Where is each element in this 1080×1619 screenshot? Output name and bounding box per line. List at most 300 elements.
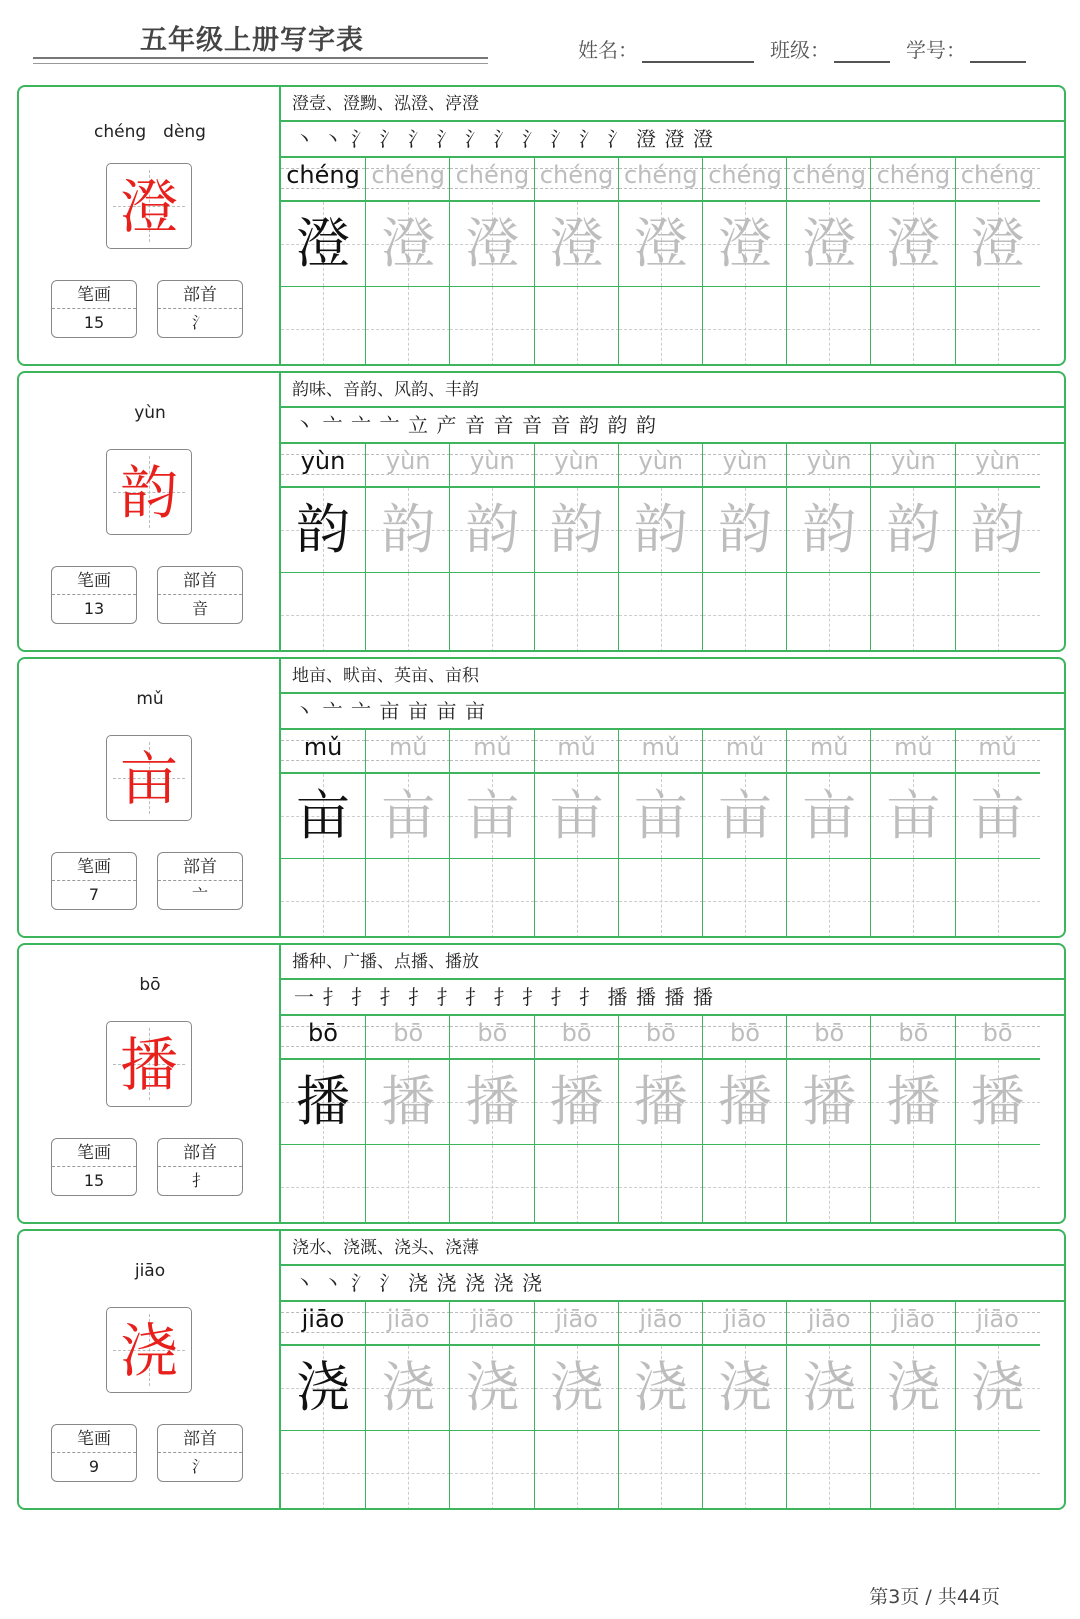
stroke-step: 澄 xyxy=(693,127,713,151)
pinyin-practice-cell[interactable] xyxy=(450,1302,534,1346)
practice-column xyxy=(365,1016,450,1222)
char-practice-cell[interactable] xyxy=(787,1060,871,1145)
blank-practice-cell[interactable] xyxy=(535,1431,619,1510)
char-practice-cell[interactable] xyxy=(619,774,703,859)
student-id-blank[interactable] xyxy=(970,37,1026,63)
blank-practice-cell[interactable] xyxy=(787,1431,871,1510)
char-practice-cell[interactable] xyxy=(535,774,619,859)
radical-value: 音 xyxy=(191,599,208,618)
practice-char: 韵 xyxy=(718,498,772,561)
char-practice-cell[interactable] xyxy=(871,1060,955,1145)
stroke-step: 丶 xyxy=(294,699,314,723)
pinyin-practice-cell[interactable] xyxy=(535,444,619,488)
practice-column xyxy=(618,730,703,936)
stroke-step: 亠 xyxy=(322,699,343,723)
stroke-step: 扌 xyxy=(379,985,400,1009)
radical-value: 氵 xyxy=(191,1457,208,1476)
pinyin-practice-cell[interactable] xyxy=(703,1302,787,1346)
practice-char: 浇 xyxy=(381,1356,436,1419)
blank-practice-cell[interactable] xyxy=(871,1431,955,1510)
stroke-step: 氵 xyxy=(351,1271,371,1295)
practice-column xyxy=(534,1016,619,1222)
blank-practice-cell[interactable] xyxy=(956,1431,1040,1510)
char-practice-cell[interactable] xyxy=(535,202,619,287)
blank-practice-cell[interactable] xyxy=(787,859,871,938)
practice-char: 亩 xyxy=(465,784,520,847)
pinyin-practice-cell[interactable] xyxy=(787,1016,871,1060)
practice-pinyin: yùn xyxy=(470,447,515,475)
practice-char: 播 xyxy=(296,1070,350,1133)
char-practice-cell[interactable] xyxy=(956,202,1040,287)
char-practice-cell[interactable] xyxy=(281,1346,365,1431)
character-card xyxy=(17,371,1066,652)
pinyin-practice-cell[interactable] xyxy=(366,444,450,488)
practice-column xyxy=(534,158,619,364)
blank-practice-cell[interactable] xyxy=(619,573,703,652)
practice-char: 韵 xyxy=(802,498,857,561)
stroke-count-box xyxy=(51,852,137,910)
pinyin-practice-cell[interactable] xyxy=(871,158,955,202)
char-practice-cell[interactable] xyxy=(703,202,787,287)
blank-practice-cell[interactable] xyxy=(535,573,619,652)
blank-practice-cell[interactable] xyxy=(366,859,450,938)
stroke-step: 亠 xyxy=(379,413,400,437)
stroke-step: 扌 xyxy=(351,985,371,1009)
blank-practice-cell[interactable] xyxy=(450,1145,534,1224)
stroke-step: 立 xyxy=(408,413,428,437)
stroke-step: 亩 xyxy=(436,699,457,723)
stroke-step: 音 xyxy=(550,413,571,437)
pinyin-practice-cell[interactable] xyxy=(703,158,787,202)
char-pinyin: mǔ xyxy=(136,689,164,709)
char-practice-cell[interactable] xyxy=(871,1346,955,1431)
name-blank[interactable] xyxy=(642,37,754,63)
char-practice-cell[interactable] xyxy=(535,1346,619,1431)
practice-column xyxy=(870,444,955,650)
practice-char: 韵 xyxy=(465,498,520,561)
char-practice-cell[interactable] xyxy=(787,202,871,287)
char-practice-cell[interactable] xyxy=(619,1346,703,1431)
practice-pinyin: mǔ xyxy=(557,733,596,761)
stroke-step: 氵 xyxy=(522,127,542,151)
char-display: 浇 xyxy=(119,1317,178,1385)
stroke-step: 氵 xyxy=(607,127,628,151)
pinyin-practice-cell[interactable] xyxy=(703,444,787,488)
practice-column xyxy=(365,158,450,364)
pinyin-practice-cell[interactable] xyxy=(956,444,1040,488)
pinyin-practice-cell[interactable] xyxy=(281,1016,365,1060)
example-words: 澄壹、澄黝、泓澄、渟澄 xyxy=(281,87,1064,122)
name-field[interactable] xyxy=(578,34,754,63)
char-practice-cell[interactable] xyxy=(450,774,534,859)
stroke-order-row xyxy=(281,122,1064,158)
pinyin-practice-cell[interactable] xyxy=(787,444,871,488)
practice-char: 浇 xyxy=(970,1356,1025,1419)
char-practice-cell[interactable] xyxy=(366,202,450,287)
blank-practice-cell[interactable] xyxy=(956,1145,1040,1224)
card-info-panel xyxy=(19,373,281,650)
practice-panel xyxy=(281,87,1064,364)
name-label: 姓名： xyxy=(578,38,638,62)
practice-pinyin: bō xyxy=(730,1019,760,1047)
pinyin-practice-cell[interactable] xyxy=(871,444,955,488)
stroke-step: 浇 xyxy=(465,1271,485,1295)
blank-practice-cell[interactable] xyxy=(281,859,365,938)
blank-practice-cell[interactable] xyxy=(619,287,703,366)
practice-pinyin: chéng xyxy=(708,161,782,189)
char-practice-cell[interactable] xyxy=(787,488,871,573)
blank-practice-cell[interactable] xyxy=(871,573,955,652)
practice-column xyxy=(281,158,365,364)
char-practice-cell[interactable] xyxy=(703,1346,787,1431)
blank-practice-cell[interactable] xyxy=(450,287,534,366)
character-card xyxy=(17,85,1066,366)
practice-column xyxy=(534,1302,619,1508)
pinyin-practice-cell[interactable] xyxy=(787,1302,871,1346)
blank-practice-cell[interactable] xyxy=(703,287,787,366)
pinyin-practice-cell[interactable] xyxy=(619,1302,703,1346)
blank-practice-cell[interactable] xyxy=(281,287,365,366)
char-practice-cell[interactable] xyxy=(450,488,534,573)
practice-char: 播 xyxy=(970,1070,1025,1133)
char-pinyin: chéng dèng xyxy=(94,122,206,142)
class-field[interactable] xyxy=(770,34,890,63)
example-words: 播种、广播、点播、播放 xyxy=(281,945,1064,980)
blank-practice-cell[interactable] xyxy=(535,859,619,938)
practice-pinyin: yùn xyxy=(554,447,599,475)
radical-box xyxy=(157,1424,243,1482)
stroke-count-value: 7 xyxy=(88,885,100,904)
stroke-step: 氵 xyxy=(379,127,400,151)
char-practice-cell[interactable] xyxy=(871,488,955,573)
pinyin-practice-cell[interactable] xyxy=(703,730,787,774)
practice-column xyxy=(786,1302,871,1508)
stroke-step: 氵 xyxy=(408,127,428,151)
practice-pinyin: jiāo xyxy=(892,1305,935,1333)
char-display-box xyxy=(106,1307,192,1393)
blank-practice-cell[interactable] xyxy=(787,1145,871,1224)
practice-char: 澄 xyxy=(633,212,688,275)
practice-column xyxy=(870,730,955,936)
practice-column xyxy=(449,158,534,364)
stroke-step: 扌 xyxy=(579,985,599,1009)
practice-column xyxy=(281,1302,365,1508)
practice-char: 亩 xyxy=(296,784,350,847)
stroke-count-value: 15 xyxy=(83,1171,105,1190)
pinyin-practice-cell[interactable] xyxy=(619,730,703,774)
stroke-step: 扌 xyxy=(436,985,457,1009)
practice-char: 韵 xyxy=(381,498,436,561)
practice-column xyxy=(870,158,955,364)
char-practice-cell[interactable] xyxy=(703,1060,787,1145)
practice-char: 浇 xyxy=(549,1356,604,1419)
practice-grid xyxy=(281,1302,1064,1508)
char-practice-cell[interactable] xyxy=(366,488,450,573)
char-practice-cell[interactable] xyxy=(787,774,871,859)
char-practice-cell[interactable] xyxy=(281,774,365,859)
practice-column xyxy=(702,1302,787,1508)
practice-column xyxy=(449,1302,534,1508)
practice-column xyxy=(955,730,1040,936)
practice-column xyxy=(786,444,871,650)
title-underline xyxy=(33,57,488,59)
practice-grid xyxy=(281,1016,1064,1222)
char-practice-cell[interactable] xyxy=(450,1060,534,1145)
pinyin-practice-cell[interactable] xyxy=(535,1016,619,1060)
char-practice-cell[interactable] xyxy=(281,488,365,573)
char-practice-cell[interactable] xyxy=(366,774,450,859)
practice-pinyin: chéng xyxy=(960,161,1035,189)
practice-column xyxy=(786,158,871,364)
practice-pinyin: chéng xyxy=(623,161,698,189)
pinyin-practice-cell[interactable] xyxy=(366,158,450,202)
stroke-step: 产 xyxy=(436,413,457,437)
blank-practice-cell[interactable] xyxy=(535,287,619,366)
blank-practice-cell[interactable] xyxy=(956,287,1040,366)
card-info-panel xyxy=(19,659,281,936)
practice-char: 澄 xyxy=(296,212,350,275)
char-practice-cell[interactable] xyxy=(619,488,703,573)
stroke-step: 澄 xyxy=(636,127,656,151)
radical-value: 扌 xyxy=(191,1171,208,1190)
blank-practice-cell[interactable] xyxy=(281,1431,365,1510)
practice-char: 韵 xyxy=(633,498,688,561)
practice-char: 浇 xyxy=(886,1356,941,1419)
practice-char: 澄 xyxy=(886,212,941,275)
blank-practice-cell[interactable] xyxy=(366,573,450,652)
char-practice-cell[interactable] xyxy=(535,1060,619,1145)
pinyin-practice-cell[interactable] xyxy=(619,158,703,202)
stroke-step: 播 xyxy=(636,985,656,1009)
char-practice-cell[interactable] xyxy=(956,488,1040,573)
practice-char: 浇 xyxy=(802,1356,857,1419)
char-practice-cell[interactable] xyxy=(787,1346,871,1431)
stroke-step: 亩 xyxy=(379,699,400,723)
practice-char: 澄 xyxy=(802,212,857,275)
practice-char: 澄 xyxy=(718,212,772,275)
stroke-step: 亠 xyxy=(351,413,371,437)
pinyin-practice-cell[interactable] xyxy=(366,1016,450,1060)
char-practice-cell[interactable] xyxy=(871,774,955,859)
char-practice-cell[interactable] xyxy=(871,202,955,287)
stroke-count-label: 笔画 xyxy=(52,853,136,881)
char-practice-cell[interactable] xyxy=(366,1346,450,1431)
pinyin-practice-cell[interactable] xyxy=(619,1016,703,1060)
card-info-panel xyxy=(19,945,281,1222)
blank-practice-cell[interactable] xyxy=(703,1431,787,1510)
pinyin-practice-cell[interactable] xyxy=(956,1016,1040,1060)
practice-column xyxy=(618,1016,703,1222)
char-practice-cell[interactable] xyxy=(450,1346,534,1431)
practice-pinyin: jiāo xyxy=(471,1305,514,1333)
pinyin-practice-cell[interactable] xyxy=(956,158,1040,202)
practice-char: 韵 xyxy=(296,498,350,561)
practice-char: 亩 xyxy=(381,784,436,847)
stroke-step: 韵 xyxy=(607,413,628,437)
stroke-step: 丶 xyxy=(294,1271,314,1295)
blank-practice-cell[interactable] xyxy=(366,1145,450,1224)
stroke-step: 一 xyxy=(294,985,314,1009)
practice-pinyin: mǔ xyxy=(978,733,1017,761)
practice-char: 浇 xyxy=(465,1356,520,1419)
stroke-count-box xyxy=(51,280,137,338)
pinyin-practice-cell[interactable] xyxy=(450,444,534,488)
pinyin-practice-cell[interactable] xyxy=(535,730,619,774)
pinyin-practice-cell[interactable] xyxy=(787,730,871,774)
practice-char: 韵 xyxy=(970,498,1025,561)
blank-practice-cell[interactable] xyxy=(366,287,450,366)
blank-practice-cell[interactable] xyxy=(787,287,871,366)
practice-pinyin: mǔ xyxy=(388,733,428,761)
pinyin-practice-cell[interactable] xyxy=(956,1302,1040,1346)
blank-practice-cell[interactable] xyxy=(956,573,1040,652)
stroke-step: 播 xyxy=(693,985,713,1009)
pinyin-practice-cell[interactable] xyxy=(366,730,450,774)
blank-practice-cell[interactable] xyxy=(281,1145,365,1224)
practice-char: 澄 xyxy=(381,212,436,275)
pinyin-practice-cell[interactable] xyxy=(366,1302,450,1346)
blank-practice-cell[interactable] xyxy=(787,573,871,652)
practice-column xyxy=(618,444,703,650)
practice-pinyin: mǔ xyxy=(303,733,343,761)
pinyin-practice-cell[interactable] xyxy=(281,158,365,202)
radical-box xyxy=(157,280,243,338)
pinyin-practice-cell[interactable] xyxy=(450,730,534,774)
practice-column xyxy=(618,158,703,364)
char-display-box xyxy=(106,449,192,535)
stroke-count-value: 15 xyxy=(83,313,105,332)
char-practice-cell[interactable] xyxy=(619,1060,703,1145)
practice-char: 播 xyxy=(465,1070,520,1133)
student-id-field[interactable] xyxy=(906,34,1026,63)
practice-grid xyxy=(281,730,1064,936)
char-practice-cell[interactable] xyxy=(956,774,1040,859)
stroke-step: 丶 xyxy=(322,1271,343,1295)
practice-pinyin: chéng xyxy=(539,161,614,189)
char-practice-cell[interactable] xyxy=(535,488,619,573)
practice-pinyin: jiāo xyxy=(723,1305,767,1333)
class-label: 班级： xyxy=(770,38,830,62)
stroke-count-label: 笔画 xyxy=(52,567,136,595)
blank-practice-cell[interactable] xyxy=(703,573,787,652)
blank-practice-cell[interactable] xyxy=(535,1145,619,1224)
blank-practice-cell[interactable] xyxy=(450,1431,534,1510)
char-practice-cell[interactable] xyxy=(619,202,703,287)
practice-char: 浇 xyxy=(633,1356,688,1419)
pinyin-practice-cell[interactable] xyxy=(871,730,955,774)
practice-column xyxy=(534,730,619,936)
blank-practice-cell[interactable] xyxy=(450,573,534,652)
practice-column xyxy=(702,730,787,936)
stroke-step: 氵 xyxy=(436,127,457,151)
practice-char: 澄 xyxy=(549,212,604,275)
pinyin-practice-cell[interactable] xyxy=(281,730,365,774)
pinyin-practice-cell[interactable] xyxy=(450,1016,534,1060)
char-practice-cell[interactable] xyxy=(366,1060,450,1145)
char-practice-cell[interactable] xyxy=(450,202,534,287)
practice-pinyin: yùn xyxy=(891,447,936,475)
practice-grid xyxy=(281,444,1064,650)
practice-pinyin: yùn xyxy=(385,447,431,475)
student-id-label: 学号： xyxy=(906,38,966,62)
blank-practice-cell[interactable] xyxy=(619,1431,703,1510)
blank-practice-cell[interactable] xyxy=(619,1145,703,1224)
practice-pinyin: jiāo xyxy=(301,1305,345,1333)
pinyin-practice-cell[interactable] xyxy=(956,730,1040,774)
stroke-step: 浇 xyxy=(493,1271,514,1295)
radical-label: 部首 xyxy=(158,281,242,309)
pinyin-practice-cell[interactable] xyxy=(281,444,365,488)
blank-practice-cell[interactable] xyxy=(871,1145,955,1224)
stroke-order-row xyxy=(281,694,1064,730)
pinyin-practice-cell[interactable] xyxy=(619,444,703,488)
practice-pinyin: yùn xyxy=(300,447,346,475)
pinyin-practice-cell[interactable] xyxy=(787,158,871,202)
character-card xyxy=(17,1229,1066,1510)
stroke-step: 氵 xyxy=(379,1271,400,1295)
blank-practice-cell[interactable] xyxy=(281,573,365,652)
practice-char: 亩 xyxy=(970,784,1025,847)
char-practice-cell[interactable] xyxy=(703,488,787,573)
practice-pinyin: chéng xyxy=(792,161,866,189)
blank-practice-cell[interactable] xyxy=(703,1145,787,1224)
stroke-step: 亩 xyxy=(465,699,485,723)
practice-panel xyxy=(281,659,1064,936)
pinyin-practice-cell[interactable] xyxy=(450,158,534,202)
stroke-step: 扌 xyxy=(465,985,485,1009)
radical-box xyxy=(157,1138,243,1196)
class-blank[interactable] xyxy=(834,37,890,63)
stroke-step: 浇 xyxy=(408,1271,428,1295)
blank-practice-cell[interactable] xyxy=(871,859,955,938)
char-display: 亩 xyxy=(119,745,178,813)
practice-pinyin: jiāo xyxy=(555,1305,598,1333)
blank-practice-cell[interactable] xyxy=(619,859,703,938)
char-display: 播 xyxy=(119,1031,178,1099)
practice-pinyin: yùn xyxy=(806,447,852,475)
stroke-count-value: 9 xyxy=(88,1457,100,1476)
radical-label: 部首 xyxy=(158,1425,242,1453)
practice-column xyxy=(365,444,450,650)
blank-practice-cell[interactable] xyxy=(703,859,787,938)
blank-practice-cell[interactable] xyxy=(871,287,955,366)
stroke-step: 播 xyxy=(607,985,628,1009)
practice-column xyxy=(955,1302,1040,1508)
practice-pinyin: chéng xyxy=(455,161,530,189)
practice-pinyin: bō xyxy=(477,1019,508,1047)
stroke-step: 扌 xyxy=(522,985,542,1009)
pinyin-practice-cell[interactable] xyxy=(535,158,619,202)
pinyin-practice-cell[interactable] xyxy=(871,1302,955,1346)
practice-pinyin: chéng xyxy=(876,161,951,189)
page-title: 五年级上册写字表 xyxy=(140,25,364,56)
blank-practice-cell[interactable] xyxy=(450,859,534,938)
practice-column xyxy=(281,444,365,650)
char-practice-cell[interactable] xyxy=(956,1346,1040,1431)
pinyin-practice-cell[interactable] xyxy=(281,1302,365,1346)
char-practice-cell[interactable] xyxy=(703,774,787,859)
pinyin-practice-cell[interactable] xyxy=(535,1302,619,1346)
char-practice-cell[interactable] xyxy=(281,1060,365,1145)
char-practice-cell[interactable] xyxy=(956,1060,1040,1145)
char-display-box xyxy=(106,163,192,249)
stroke-count-label: 笔画 xyxy=(52,281,136,309)
char-practice-cell[interactable] xyxy=(281,202,365,287)
blank-practice-cell[interactable] xyxy=(366,1431,450,1510)
pinyin-practice-cell[interactable] xyxy=(871,1016,955,1060)
pinyin-practice-cell[interactable] xyxy=(703,1016,787,1060)
blank-practice-cell[interactable] xyxy=(956,859,1040,938)
